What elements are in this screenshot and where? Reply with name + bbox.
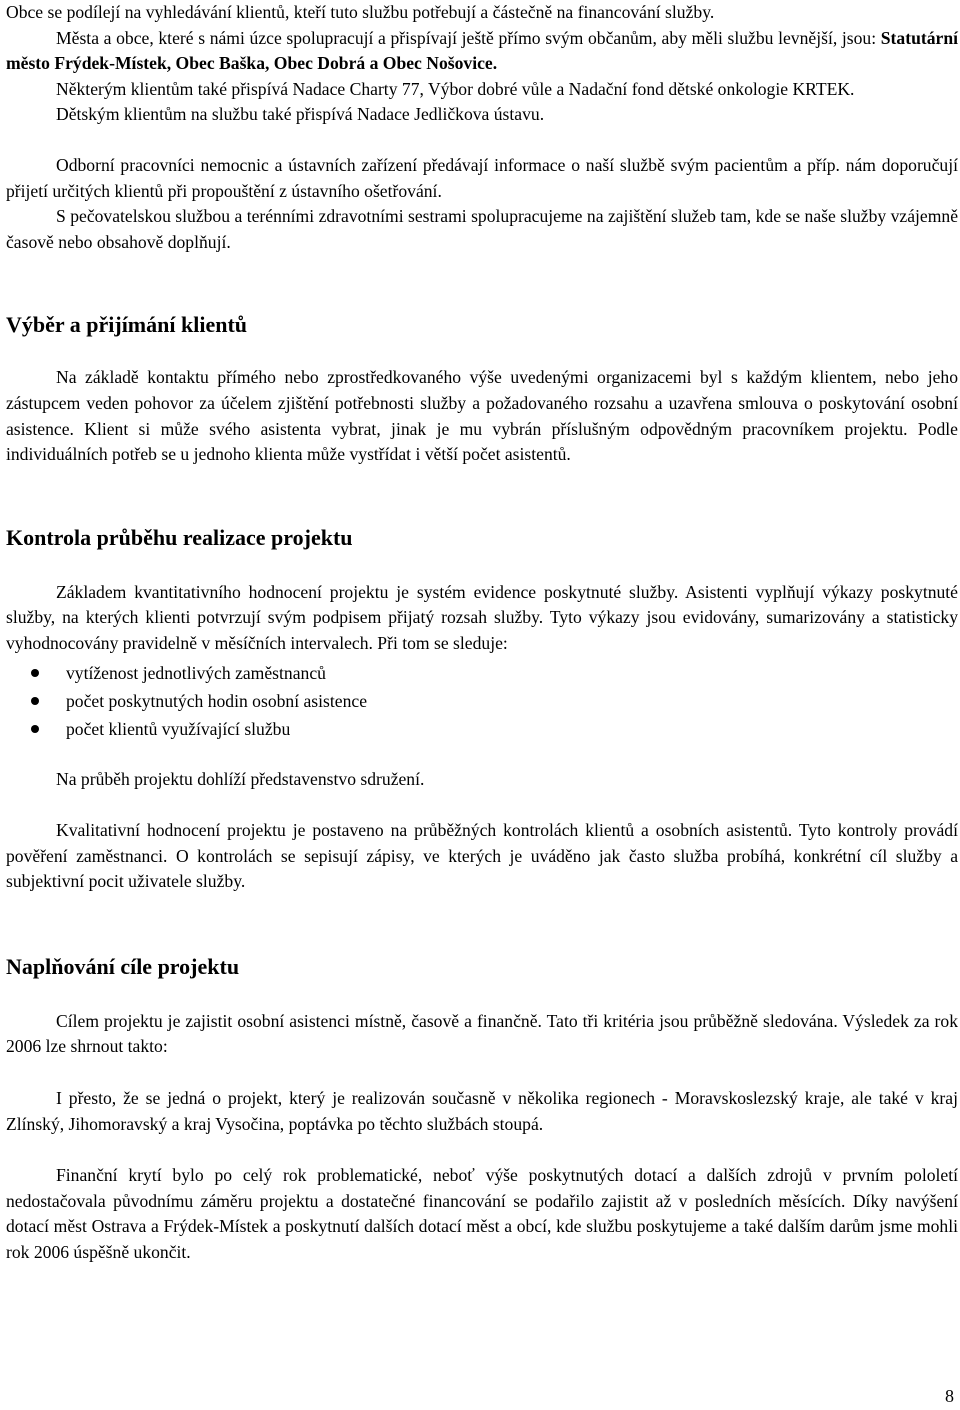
bullet-icon [31, 697, 39, 705]
heading-control: Kontrola průběhu realizace projektu [6, 524, 353, 550]
document-page [6, 0, 958, 1266]
goals-paragraph-1: Cílem projektu je zajistit osobní asistenci místně, časově a finančně. Tato tři kritéria jsou průběžně sledována. Výsledek za rok 2006 lze shrnout takto: [6, 1010, 958, 1057]
list-item-text: vytíženost jednotlivých zaměstnanců [66, 662, 326, 683]
heading-selection: Výběr a přijímání klientů [6, 312, 248, 338]
intro-paragraph-4: Dětským klientům na službu také přispívá Nadace Jedličkova ústavu. [56, 104, 545, 125]
control-paragraph-2: Na průběh projektu dohlíží představenstvo sdružení. [56, 768, 425, 789]
intro-paragraph-2-text: Města a obce, které s námi úzce spolupracují a přispívají ještě přímo svým občanům, aby měli službu levnější, jsou: [56, 27, 881, 48]
page-number: 8 [945, 1386, 954, 1406]
goals-paragraph-3: Finanční krytí bylo po celý rok problematické, neboť výše poskytnutých dotací a dalších zdrojů v prvním pololetí nedostačovala původnímu záměru projektu a dostatečné financování se podařilo zajistit až v posledních měsících. Díky navýšení dotací měst Ostrava a Frýdek-Místek a poskytnutí dalších dotací měst a obcí, kde službu poskytujeme a také dalším darům jsme mohli rok 2006 úspěšně ukončit. [6, 1165, 958, 1263]
intro-paragraph-2 [6, 26, 958, 77]
intro-paragraph-1: Obce se podílejí na vyhledávání klientů, kteří tuto službu potřebují a částečně na financování služby. [6, 2, 715, 22]
intro-paragraph-2-bold: Statutární město Frýdek-Místek, Obec Baška, Obec Dobrá a Obec Nošovice. [6, 27, 958, 74]
intro-paragraph-5: Odborní pracovníci nemocnic a ústavních zařízení předávají informace o naší službě svým pacientům a příp. nám doporučují přijetí určitých klientů při propouštění z ústavního ošetřování. [6, 154, 958, 201]
list-item [6, 715, 958, 743]
bullet-icon [31, 669, 39, 677]
list-item-text: počet klientů využívající službu [66, 718, 291, 739]
intro-paragraph-3: Některým klientům také přispívá Nadace Charty 77, Výbor dobré vůle a Nadační fond dětské onkologie KRTEK. [56, 78, 855, 99]
control-bullet-list [6, 659, 958, 743]
list-item [6, 687, 958, 715]
goals-paragraph-2: I přesto, že se jedná o projekt, který je realizován současně v několika regionech - Moravskoslezský kraje, ale také v kraj Zlínský, Jihomoravský a kraj Vysočina, poptávka po těchto službách stoupá. [6, 1088, 958, 1134]
bullet-icon [31, 725, 39, 733]
selection-paragraph-1: Na základě kontaktu přímého nebo zprostředkovaného výše uvedenými organizacemi byl s každým klientem, nebo jeho zástupcem veden pohovor za účelem zjištění potřebnosti služby a požadovaného rozsahu a uzavřena smlouva o poskytování osobní asistence. Klient si může svého asistenta vybrat, jinak je mu vybrán příslušným odpovědným pracovníkem projektu. Podle individuálních potřeb se u jednoho klienta může vystřídat i větší počet asistentů. [6, 367, 958, 465]
list-item [6, 659, 958, 687]
control-paragraph-1: Základem kvantitativního hodnocení projektu je systém evidence poskytnuté služby. Asistenti vyplňují výkazy poskytnuté služby, na kterých klienti potvrzují svým podpisem přijatý rozsah služby. Tyto výkazy jsou evidovány, sumarizovány a statisticky vyhodnocovány pravidelně v měsíčních intervalech. Při tom se sleduje: [6, 581, 958, 653]
control-paragraph-3: Kvalitativní hodnocení projektu je postaveno na průběžných kontrolách klientů a osobních asistentů. Tyto kontroly provádí pověření zaměstnanci. O kontrolách se sepisují zápisy, ve kterých je uváděno jak často služba probíhá, konkrétní cíl služby a subjektivní pocit uživatele služby. [6, 820, 958, 892]
heading-goals: Naplňování cíle projektu [6, 953, 240, 979]
list-item-text: počet poskytnutých hodin osobní asistence [66, 690, 368, 711]
intro-paragraph-6: S pečovatelskou službou a terénními zdravotními sestrami spolupracujeme na zajištění služeb tam, kde se naše služby vzájemně časově nebo obsahově doplňují. [6, 206, 958, 252]
